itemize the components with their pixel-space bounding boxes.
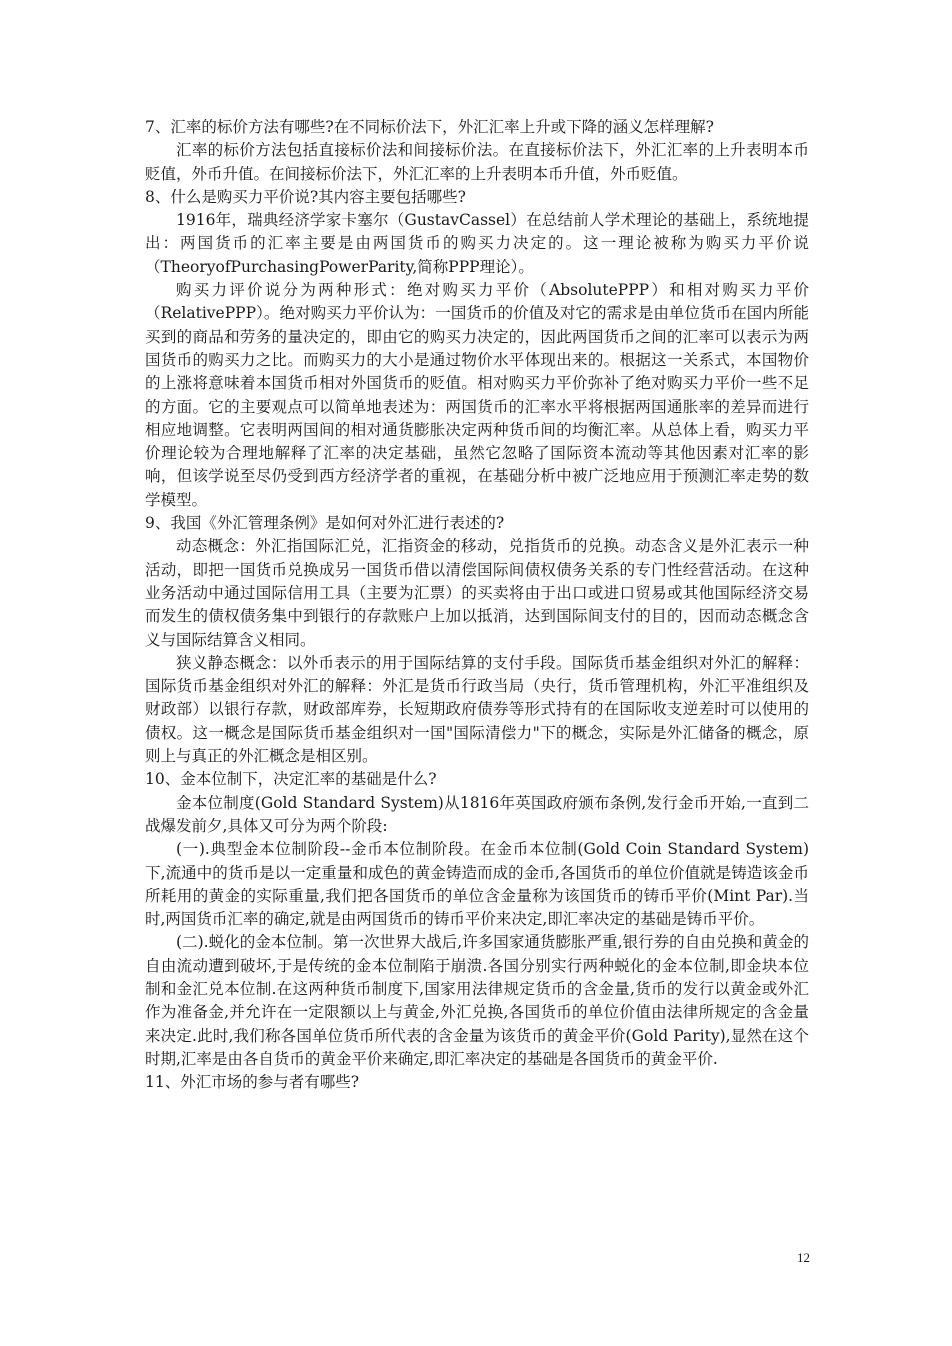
question-10: 10、金本位制下，决定汇率的基础是什么? bbox=[145, 770, 437, 789]
question-8: 8、什么是购买力平价说?其内容主要包括哪些? bbox=[145, 187, 466, 206]
answer-10-paragraph-2: (一).典型金本位制阶段--金币本位制阶段。在金币本位制(Gold Coin Standard System)下,流通中的货币是以一定重量和成色的黄金铸造而成的金币,各国货币的单位价值就是铸造该金币所耗用的黄金的实际重量,我们把各国货币的单位含金量称为该国货币的铸币平价(Mint Par).当时,两国货币汇率的确定,就是由两国货币的铸币平价来决定,即汇率决定的基础是铸币平价。 bbox=[145, 840, 809, 929]
question-11: 11、外汇市场的参与者有哪些? bbox=[145, 1073, 360, 1092]
page-number: 12 bbox=[797, 1250, 810, 1265]
answer-8-paragraph-1: 1916年，瑞典经济学家卡塞尔（GustavCassel）在总结前人学术理论的基础上，系统地提出：两国货币的汇率主要是由两国货币的购买力决定的。这一理论被称为购买力平价说（TheoryofPurchasingPowerParity,简称PPP理论）。 bbox=[145, 211, 809, 276]
answer-10-paragraph-3: (二).蜕化的金本位制。第一次世界大战后,许多国家通货膨胀严重,银行券的自由兑换和黄金的自由流动遭到破坏,于是传统的金本位制陷于崩溃.各国分别实行两种蜕化的金本位制,即金块本位制和金汇兑本位制.在这两种货币制度下,国家用法律规定货币的含金量,货币的发行以黄金或外汇作为准备金,并允许在一定限额以上与黄金,外汇兑换,各国货币的单位价值由法律所规定的含金量来决定.此时,我们称各国单位货币所代表的含金量为该货币的黄金平价(Gold Parity),显然在这个时期,汇率是由各自货币的黄金平价来确定,即汇率决定的基础是各国货币的黄金平价. bbox=[145, 933, 809, 1068]
answer-8-paragraph-2: 购买力评价说分为两种形式：绝对购买力平价（AbsolutePPP）和相对购买力平价（RelativePPP）。绝对购买力平价认为：一国货币的价值及对它的需求是由单位货币在国内所能买到的商品和劳务的量决定的，即由它的购买力决定的，因此两国货币之间的汇率可以表示为两国货币的购买力之比。而购买力的大小是通过物价水平体现出来的。根据这一关系式，本国物价的上涨将意味着本国货币相对外国货币的贬值。相对购买力平价弥补了绝对购买力平价一些不足的方面。它的主要观点可以简单地表述为：两国货币的汇率水平将根据两国通胀率的差异而进行相应地调整。它表明两国间的相对通货膨胀决定两种货币间的均衡汇率。从总体上看，购买力平价理论较为合理地解释了汇率的决定基础，虽然它忽略了国际资本流动等其他因素对汇率的影响，但该学说至尽仍受到西方经济学者的重视，在基础分析中被广泛地应用于预测汇率走势的数学模型。 bbox=[145, 281, 809, 509]
answer-9-paragraph-2: 狭义静态概念：以外币表示的用于国际结算的支付手段。国际货币基金组织对外汇的解释：国际货币基金组织对外汇的解释：外汇是货币行政当局（央行，货币管理机构，外汇平准组织及财政部）以银行存款，财政部库券，长短期政府债券等形式持有的在国际收支逆差时可以使用的债权。这一概念是国际货币基金组织对一国"国际清偿力"下的概念，实际是外汇储备的概念，原则上与真正的外汇概念是相区别。 bbox=[145, 653, 809, 766]
answer-10-paragraph-1: 金本位制度(Gold Standard System)从1816年英国政府颁布条例,发行金币开始,一直到二战爆发前夕,具体又可分为两个阶段: bbox=[145, 793, 809, 835]
document-body bbox=[145, 116, 809, 1094]
answer-7: 汇率的标价方法包括直接标价法和间接标价法。在直接标价法下，外汇汇率的上升表明本币贬值，外币升值。在间接标价法下，外汇汇率的上升表明本币升值，外币贬值。 bbox=[145, 141, 809, 183]
answer-9-paragraph-1: 动态概念：外汇指国际汇兑，汇指资金的移动，兑指货币的兑换。动态含义是外汇表示一种活动，即把一国货币兑换成另一国货币借以清偿国际间债权债务关系的专门性经营活动。在这种业务活动中通过国际信用工具（主要为汇票）的买卖将由于出口或进口贸易或其他国际经济交易而发生的债权债务集中到银行的存款账户上加以抵消，达到国际间支付的目的，因而动态概念含义与国际结算含义相同。 bbox=[145, 537, 809, 649]
question-7: 7、汇率的标价方法有哪些?在不同标价法下，外汇汇率上升或下降的涵义怎样理解? bbox=[145, 118, 714, 136]
question-9: 9、我国《外汇管理条例》是如何对外汇进行表述的? bbox=[145, 514, 505, 533]
